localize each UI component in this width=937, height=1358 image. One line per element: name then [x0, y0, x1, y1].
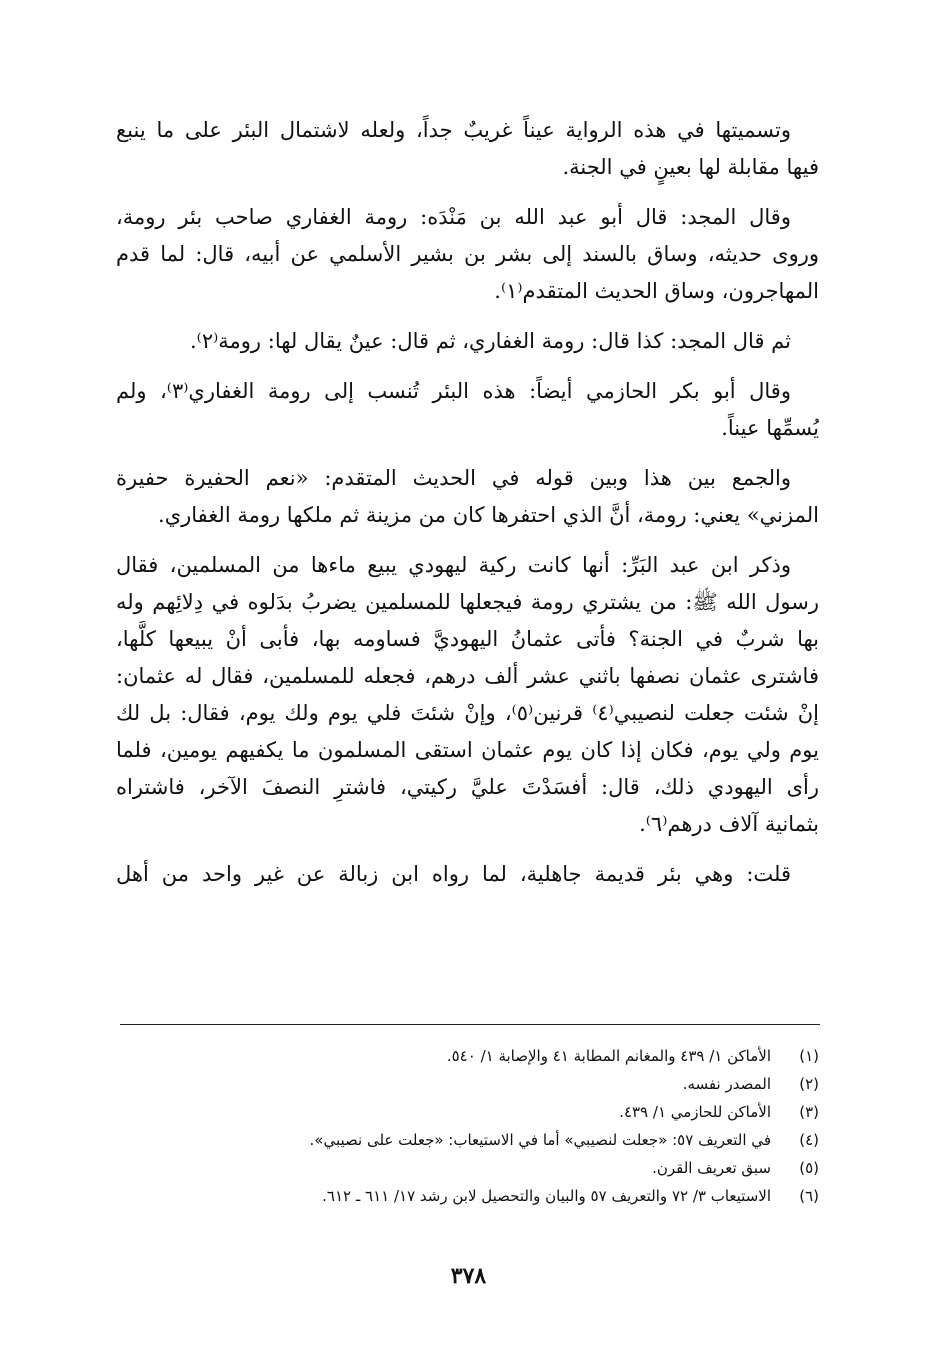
text-line: رأى اليهودي ذلك، قال: أفسَدْتَ عليَّ ركيتي، فاشترِ النصفَ الآخر، فاشتراه [116, 775, 819, 799]
text-line: قلت: وهي بئر قديمة جاهلية، لما رواه ابن زبالة عن غير واحد من أهل [116, 862, 791, 886]
footnote-text: الاستيعاب ٣/ ٧٢ والتعريف ٥٧ والبيان والتحصيل لابن رشد ١٧/ ٦١١ ـ ٦١٢. [322, 1187, 771, 1205]
paragraph [116, 323, 819, 360]
paragraph [116, 547, 819, 843]
paragraph [116, 373, 819, 447]
footnote-text: في التعريف ٥٧: «جعلت لنصيبي» أما في الاستيعاب: «جعلت على نصيبي». [309, 1131, 771, 1149]
footnote-number: (٤) [799, 1131, 819, 1149]
footnote [116, 1126, 819, 1154]
text-line: يُسمِّها عيناً. [721, 416, 819, 440]
footnote-number: (٥) [799, 1159, 819, 1177]
footnote [116, 1070, 819, 1098]
text-line: وقال المجد: قال أبو عبد الله بن مَنْدَه: رومة الغفاري صاحب بئر رومة، [116, 205, 791, 229]
text-line: رسول الله ﷺ: من يشتري رومة فيجعلها للمسلمين يضربُ بدَلوه في دِلائِهم وله [116, 590, 819, 614]
footnote-text: الأماكن ١/ ٤٣٩ والمغانم المطابة ٤١ والإصابة ١/ ٥٤٠. [446, 1047, 771, 1065]
text-line: المهاجرون، وساق الحديث المتقدم⁽١⁾. [494, 279, 819, 303]
text-line: يوم ولي يوم، فكان إذا كان يوم عثمان استقى المسلمون ما يكفيهم يومين، فلما [116, 738, 819, 762]
paragraph [116, 460, 819, 534]
text-line: بثمانية آلاف درهم⁽٦⁾. [639, 812, 819, 836]
text-line: وتسميتها في هذه الرواية عيناً غريبٌ جداً، ولعله لاشتمال البئر على ما ينبع [116, 118, 791, 142]
text-line: فاشترى عثمان نصفها باثني عشر ألف درهم، فجعله للمسلمين، فقال له عثمان: [116, 664, 819, 688]
footnote-separator [120, 1024, 820, 1025]
text-line: المزني» يعني: رومة، أنَّ الذي احتفرها كان من مزينة ثم ملكها رومة الغفاري. [158, 503, 819, 527]
footnote-text: سبق تعريف القرن. [652, 1159, 771, 1177]
paragraph [116, 112, 819, 186]
footnote-text: المصدر نفسه. [682, 1075, 771, 1093]
text-line: والجمع بين هذا وبين قوله في الحديث المتقدم: «نعم الحفيرة حفيرة [116, 466, 791, 490]
main-text [116, 112, 819, 906]
footnote-text: الأماكن للحازمي ١/ ٤٣٩. [619, 1103, 771, 1121]
text-line: وروى حديثه، وساق بالسند إلى بشر بن بشير الأسلمي عن أبيه، قال: لما قدم [116, 242, 819, 266]
footnote-number: (١) [799, 1047, 819, 1065]
text-line: فيها مقابلة لها بعينٍ في الجنة. [562, 155, 819, 179]
page-number: ٣٧٨ [450, 1263, 487, 1289]
footnote-number: (٢) [799, 1075, 819, 1093]
text-line: ثم قال المجد: كذا قال: رومة الغفاري، ثم قال: عينٌ يقال لها: رومة⁽٢⁾. [190, 329, 791, 353]
text-line: وقال أبو بكر الحازمي أيضاً: هذه البئر تُنسب إلى رومة الغفاري⁽٣⁾، ولم [116, 379, 791, 403]
footnote-number: (٦) [799, 1187, 819, 1205]
footnote [116, 1154, 819, 1182]
text-line: وذكر ابن عبد البَرِّ: أنها كانت ركية ليهودي يبيع ماءها من المسلمين، فقال [116, 553, 791, 577]
paragraph [116, 199, 819, 310]
footnote-number: (٣) [799, 1103, 819, 1121]
footnote [116, 1042, 819, 1070]
footnotes [116, 1042, 819, 1210]
text-line: إنْ شئت جعلت لنصيبي⁽٤⁾ قرنين⁽٥⁾، وإنْ شئتَ فلي يوم ولك يوم، فقال: بل لك [116, 701, 819, 725]
paragraph [116, 856, 819, 893]
footnote [116, 1098, 819, 1126]
text-line: بها شربٌ في الجنة؟ فأتى عثمانُ اليهوديَّ فساومه بها، فأبى أنْ يبيعها كلَّها، [116, 627, 819, 651]
footnote [116, 1182, 819, 1210]
